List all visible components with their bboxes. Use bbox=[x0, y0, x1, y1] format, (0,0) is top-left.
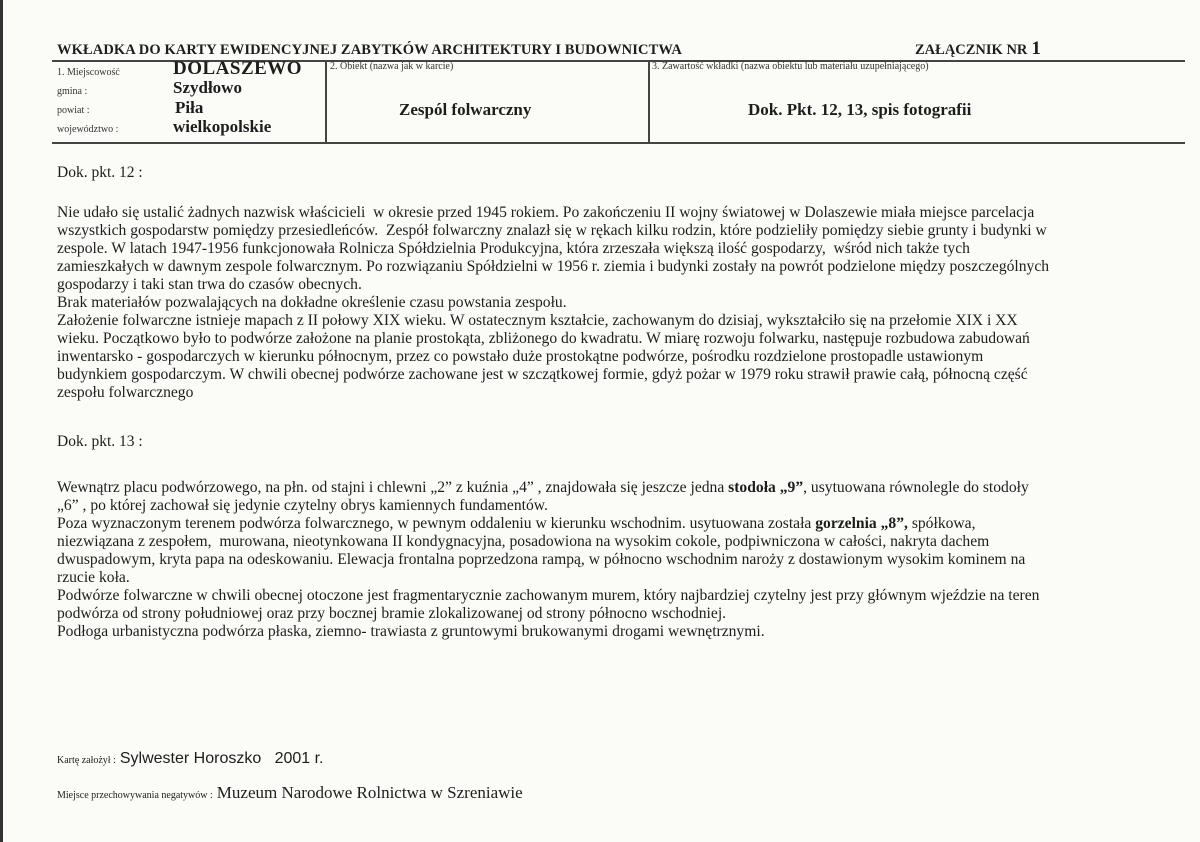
text-line: budynkiem gospodarczym. W chwili obecnej podwórze zachowane jest w szczątkowej formie, gdyż pożar w 1979 roku strawił prawie całą, północną część bbox=[57, 366, 1028, 383]
text-line: Nie udało się ustalić żadnych nazwisk właścicieli w okresie przed 1945 rokiem. Po zakończeniu II wojny światowej w Dolaszewie miała miejsce parcelacja bbox=[57, 204, 1035, 221]
annex-number-value: 1 bbox=[1031, 38, 1041, 59]
text-segment: Poza wyznaczonym terenem podwórza folwarcznego, w pewnym oddaleniu w kierunku wschodnim. usytuowana została bbox=[57, 515, 816, 532]
section-12-text bbox=[57, 204, 1187, 402]
object-label: 2. Obiekt (nazwa jak w karcie) bbox=[330, 61, 454, 72]
negatives-value: Muzeum Narodowe Rolnictwa w Szreniawie bbox=[216, 783, 523, 802]
author-value: Sylwester Horoszko 2001 r. bbox=[119, 750, 324, 767]
text-line: rzucie koła. bbox=[57, 569, 130, 586]
text-line: gospodarzy i taki stan trwa do czasów obecnych. bbox=[57, 276, 362, 293]
text-line: Podwórze folwarczne w chwili obecnej otoczone jest fragmentarycznie zachowanym murem, który najbardziej czytelny jest przy głównym wjeździe na teren bbox=[57, 587, 1040, 604]
text-line: zespołu folwarcznego bbox=[57, 384, 194, 401]
annex-label: ZAŁĄCZNIK NR bbox=[915, 42, 1028, 58]
object-value: Zespól folwarczny bbox=[399, 100, 532, 119]
commune-value: Szydłowo bbox=[173, 78, 242, 97]
text-segment: , usytuowana równolegle do stodoły bbox=[803, 479, 1029, 496]
text-line: „6” , po której zachował się jedynie czytelny obrys kamiennych fundamentów. bbox=[57, 497, 548, 514]
locality-value: DOLASZEWO bbox=[173, 58, 303, 79]
header-bottom-rule bbox=[52, 142, 1185, 144]
voivodeship-label: województwo : bbox=[57, 124, 119, 135]
text-line: wieku. Początkowo było to podwórze założone na planie prostokąta, zbliżonego do kwadratu. W miarę rozwoju folwarku, następuje rozbudowa zabudowań bbox=[57, 330, 1030, 347]
text-line: Podłoga urbanistyczna podwórza płaska, ziemno- trawiasta z gruntowymi brukowanymi drogami wewnętrznymi. bbox=[57, 623, 765, 640]
column-divider bbox=[325, 61, 327, 143]
text-line: zespole. W latach 1947-1956 funkcjonowała Rolnicza Spółdzielnia Produkcyjna, która zrzeszała większą ilość gospodarzy, wśród nich także tych bbox=[57, 240, 970, 257]
text-line bbox=[57, 479, 1187, 497]
text-line: niezwiązana z zespołem, murowana, nieotynkowana II kondygnacyjna, posadowiona na wysokim cokole, podpiwniczona w całości, nakryta dachem bbox=[57, 533, 990, 550]
column-divider bbox=[648, 61, 650, 143]
contents-value: Dok. Pkt. 12, 13, spis fotografii bbox=[748, 100, 972, 119]
text-line bbox=[57, 515, 1187, 533]
text-segment: spółkowa, bbox=[907, 515, 976, 532]
text-line: inwentarsko - gospodarczych w kierunku północnym, przez co powstało duże prostokątne podwórze, pośrodku rozdzielone prostopadle ustawionym bbox=[57, 348, 984, 365]
author-line bbox=[57, 750, 324, 768]
text-line: dwuspadowym, kryta papa na odeskowaniu. Elewacja frontalna poprzedzona rampą, w północno wschodnim naroży z dostawionym wysokim kominem na bbox=[57, 551, 1026, 568]
negatives-label: Miejsce przechowywania negatywów : bbox=[57, 790, 213, 801]
author-label: Kartę założył : bbox=[57, 755, 116, 766]
text-line: Brak materiałów pozwalających na dokładne określenie czasu powstania zespołu. bbox=[57, 294, 567, 311]
annex-number bbox=[915, 38, 1041, 60]
text-line: Założenie folwarczne istnieje mapach z II połowy XIX wieku. W ostatecznym kształcie, zachowanym do dzisiaj, wykształciło się na przełomie XIX i XX bbox=[57, 312, 1018, 329]
bold-text: gorzelnia „8”, bbox=[815, 515, 908, 532]
text-segment: Wewnątrz placu podwórzowego, na płn. od stajni i chlewni „2” z kuźnia „4” , znajdowała się jeszcze jedna bbox=[57, 479, 729, 496]
bold-text: stodoła „9” bbox=[728, 479, 804, 496]
section-12-heading: Dok. pkt. 12 : bbox=[57, 164, 143, 181]
text-line: podwórza od strony południowej oraz przy bocznej bramie zlokalizowanej od strony północno wschodniej. bbox=[57, 605, 727, 622]
section-13-text bbox=[57, 479, 1187, 641]
text-line: zamieszkałych w dawnym zespole folwarcznym. Po rozwiązaniu Spółdzielni w 1956 r. ziemia i budynki zostały na powrót podzielone między poszczególnych bbox=[57, 258, 1050, 275]
document-title: WKŁADKA DO KARTY EWIDENCYJNEJ ZABYTKÓW ARCHITEKTURY I BUDOWNICTWA bbox=[57, 42, 682, 58]
scan-edge bbox=[0, 0, 3, 842]
contents-label: 3. Zawartość wkładki (nazwa obiektu lub materiału uzupełniającego) bbox=[652, 61, 929, 72]
text-line: wszystkich gospodarstw pomiędzy przesiedleńców. Zespół folwarczny znalazł się w rękach kilku rodzin, które podzieliły pomiędzy siebie grunty i budynki w bbox=[57, 222, 1047, 239]
voivodeship-value: wielkopolskie bbox=[173, 117, 272, 136]
locality-label: 1. Miejscowość bbox=[57, 67, 120, 78]
county-value: Piła bbox=[175, 98, 204, 117]
negatives-line bbox=[57, 783, 523, 803]
section-13-heading: Dok. pkt. 13 : bbox=[57, 433, 143, 450]
county-label: powiat : bbox=[57, 105, 90, 116]
commune-label: gmina : bbox=[57, 86, 88, 97]
